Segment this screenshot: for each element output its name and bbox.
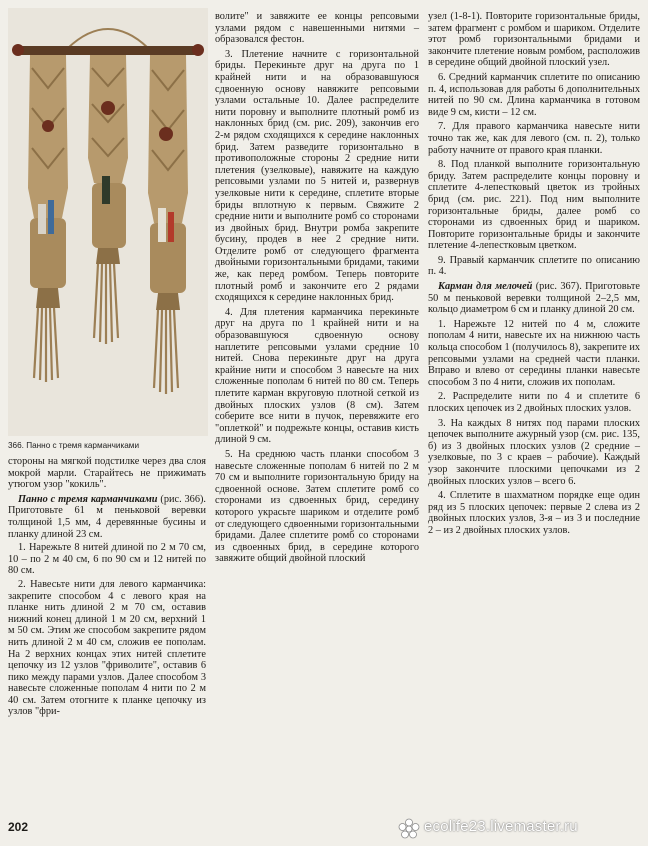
section-heading: Карман для мелочей bbox=[438, 281, 533, 293]
paragraph: 3. На каждых 8 нитях под парами плоских цепочек выполните ажурный узор (см. рис. 135, б) из 3 двойных плоских узлов (2 средние – узелковые, по 3 с краев – рабочие). Каждый узор закончите плоскими цепочками из 2 двойных плоских узлов – всего 6. bbox=[428, 417, 640, 487]
paragraph: 8. Под планкой выполните горизонтальную бриду. Затем распределите концы поровну и сплетите 4-лепестковый цветок из тройных брид (см. рис. 221). Под ним выполните горизонтальные бриды, далее ромб со сторонами из сдвоенных брид и шариком. Повторите горизонтальные бриды и закончите плетение 4-лепестковым цветком. bbox=[428, 159, 640, 252]
text-column-2 bbox=[215, 11, 419, 567]
watermark-text: ecolife23.livemaster.ru bbox=[424, 818, 578, 835]
flower-watermark-icon bbox=[398, 818, 420, 840]
paragraph: волите" и завяжите ее концы репсовыми узлами рядом с навешенными нитями – образовался фестон. bbox=[215, 11, 419, 46]
text-column-3 bbox=[428, 11, 640, 539]
section-intro bbox=[428, 281, 640, 316]
paragraph: 4. Для плетения карманчика перекиньте друг на друга по 1 крайней нити и на образовавшуюся сдвоенную основу наплетите репсовыми узлами средние 10 нитей. Снова перекиньте друг на друга крайние нити и способом 3 навесьте на них сложенные пополам 6 нитей по 80 см. Теперь плетите карман вкруговую плотной сеткой из двойных плоских узлов (8 см). Затем соберите все нити в пучок, перевяжите его "оплеткой" и подрежьте концы, оставив кисть длиной 9 см. bbox=[215, 306, 419, 446]
page-number: 202 bbox=[8, 820, 29, 834]
stick-end-bead-left bbox=[12, 44, 24, 56]
section-heading: Панно с тремя карманчиками bbox=[18, 493, 158, 505]
paragraph: 3. Плетение начните с горизонтальной бриды. Перекиньте друг на друга по 1 крайней нити и на образовавшуюся сдвоенную основу навяжите репсовыми узлами остальные 10. Далее распределите нити поровну и выполните плотный ромб из наклонных брид (см. рис. 209), закончив его 2-м рядом сходящихся к середине наклонных брид. Затем разведите горизонтально в противоположные стороны 2 средние нити плетения (узелковые), навяжите на каждую репсовыми узлами по 5 нитей и, развернув узелковые нити к середине, сплетите вторые бриды вплотную к первым. Свяжите 2 средние нити и выполните ромб со сторонами из двойных брид. Внутри ромба закрепите бусину, продев в нее 2 средние нити. Отделите ромб от следующего фрагмента двойными горизонтальными бридами, такими же, как перед ромбом. Теперь повторите плотный ромб и закончите его 2 рядами сходящихся к середине наклонных брид. bbox=[215, 48, 419, 304]
paragraph: 2. Распределите нити по 4 и сплетите 6 плоских цепочек из 2 двойных плоских узлов. bbox=[428, 391, 640, 414]
wooden-stick bbox=[16, 46, 200, 55]
paragraph: 1. Нарежьте 8 нитей длиной по 2 м 70 см, 10 – по 2 м 40 см, 6 по 90 см и 12 нитей по 80 см. bbox=[8, 542, 206, 577]
macrame-illustration bbox=[8, 8, 208, 436]
stick-end-bead-right bbox=[192, 44, 204, 56]
paragraph: 9. Правый карманчик сплетите по описанию п. 4. bbox=[428, 254, 640, 278]
text-column-1 bbox=[8, 456, 206, 720]
paragraph: 6. Средний карманчик сплетите по описанию п. 4, использовав для работы 6 дополнительных нитей по 90 см. Длина карманчика в готовом виде 9 см, кисти – 12 см. bbox=[428, 71, 640, 118]
paragraph: 4. Сплетите в шахматном порядке еще один ряд из 5 плоских цепочек: первые 2 слева из 2 двойных плоских узлов, 3-я – из 3 и последние 2 – из 2 двойных плоских узлов. bbox=[428, 490, 640, 536]
paragraph: стороны на мягкой подстилке через два слоя мокрой марли. Старайтесь не прижимать утюгом узор "кокиль". bbox=[8, 456, 206, 491]
figure-caption: 366. Панно с тремя карманчиками bbox=[8, 441, 140, 450]
paragraph: 1. Нарежьте 12 нитей по 4 м, сложите пополам 4 нити, навесьте их на нижнюю часть кольца способом 1 (получилось 8), закрепите их репсовыми узлами на средней части планки. Вправо и влево от середины планки навесьте способом 3 по 4 нити, сложив их пополам. bbox=[428, 318, 640, 388]
paragraph: 2. Навесьте нити для левого карманчика: закрепите способом 4 с левого края на планке нить длиной 2 м 70 см, оставив нижний конец длиной 1 м 20 см, верхний 1 м 50 см. Этим же способом закрепите рядом нить длиной 2 м 40 см, сложив ее пополам. На 2 верхних концах этих нитей сплетите цепочку из 12 узлов "фриволите", оставив 6 пико между парами узлов. Далее способом 3 навесьте сложенные пополам 4 нити по 2 м 40 см. Затем отогните к планке цепочку из узлов "фри- bbox=[8, 578, 206, 718]
section-intro bbox=[8, 494, 206, 540]
macrame-panel-photo bbox=[8, 8, 208, 436]
paragraph: узел (1-8-1). Повторите горизонтальные бриды, затем фрагмент с ромбом и шариком. Отделите этот ромб горизонтальными бридами и закончите плетение новым ромбом, расположив в середине общий двойной плоский узел. bbox=[428, 11, 640, 69]
paragraph: 5. На среднюю часть планки способом 3 навесьте сложенные пополам 6 нитей по 2 м 70 см и выполните горизонтальную бриду на сдвоенной основе. Затем сплетите ромб со сторонами из сдвоенных брид, середину которого украсьте шариком и отделите ромб от следующего сдвоенными горизонтальными бридами. Далее сплетите ромб со сторонами из сдвоенных брид, в середине которого завяжите общий двойной плоский bbox=[215, 448, 419, 565]
paragraph: 7. Для правого карманчика навесьте нити точно так же, как для левого (см. п. 2), только работу начните от правого края планки. bbox=[428, 121, 640, 156]
paragraph-text: (рис. 367). Приготовьте 50 м пеньковой веревки толщиной 2–2,5 мм, кольцо диаметром 6 см и планку длиной 20 см. bbox=[428, 281, 640, 316]
paragraph-text: (рис. 366). Приготовьте 61 м пеньковой веревки толщиной 1,5 мм, 4 деревянные бусины и планку длиной 23 см. bbox=[8, 493, 206, 540]
